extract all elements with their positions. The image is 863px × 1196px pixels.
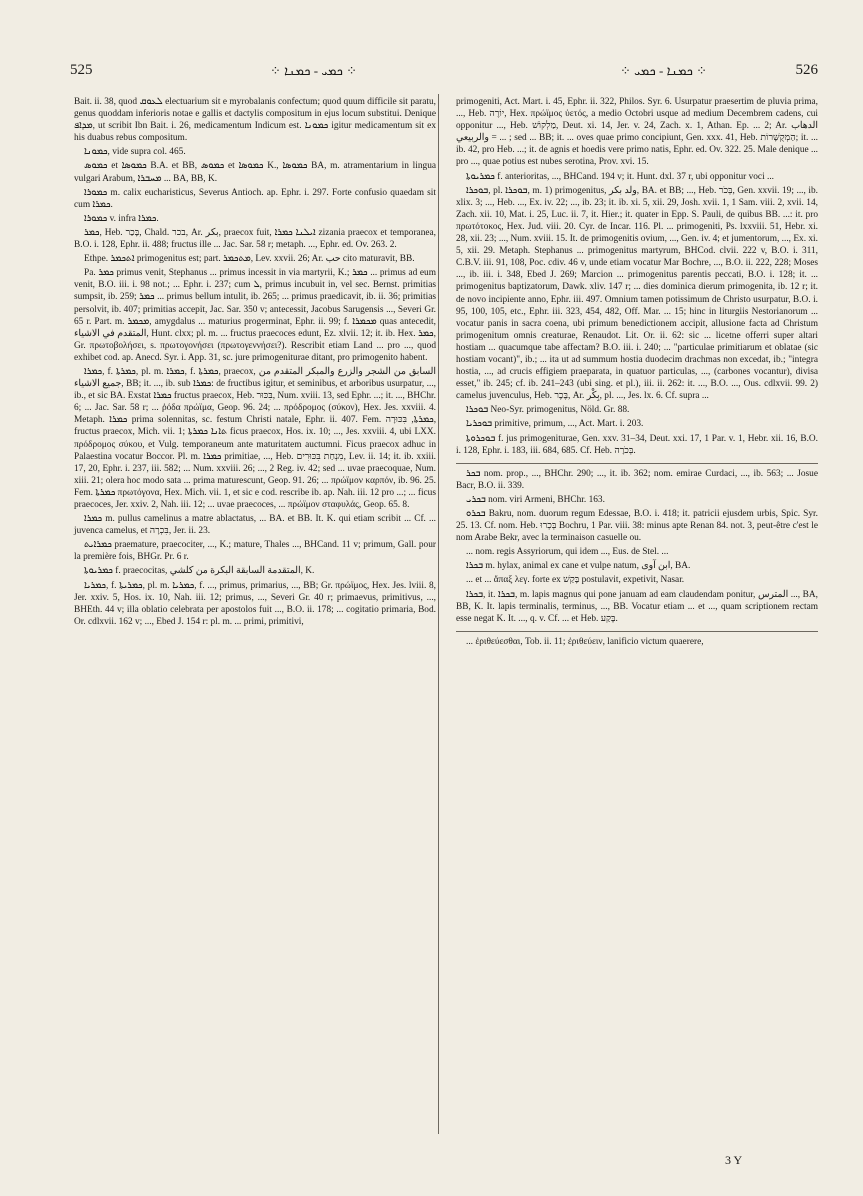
column-divider [438,94,439,1134]
entry: ... nom. regis Assyriorum, qui idem ..., Eus. de Stel. ... [466,547,669,558]
right-column [456,96,818,650]
entry: ܟܡܪ, Heb. בָּכַר, Chald. בכר, Ar. بكر, praecox fuit, ܐܝܠܢܐ ܟܡܪܐ zizania praecox et temporanea, B.O. i. 128, Ephr. ii. 488; fructus ille ... Jac. Sar. 58 r; metaph. ..., Ephr. ed. Ov. 263. 2. [74,227,437,251]
entry: ܟܡܪܝܘܬܐ f. praecocitas, المتقدمة السابقة البكرة من كلشي, K. [84,566,315,577]
entry: ... et ... ἅπαξ λεγ. forte ex בָּקַשׁ postulavit, expetivit, Nasar. [466,575,685,586]
entry: ܒܘܟܪܝܐ primitive, primum, ..., Act. Mart. i. 203. [466,419,644,430]
entry: ܟܡܪܐ, f. ܟܡܪܬܐ, pl. m. ܟܡܪܐ, f. ܟܡܪܬܐ, praecox, السابق من الشجر والزرع والمبكر المتقدم من جميع الاشياء, BB; it. ..., ib. sub ܟܡܪܐ: de fructibus igitur, et seminibus, et arboribus usurpatur, ..., ib., et sic BA. Exstat ܟܡܪܐ fructus praecox, Heb. בִּכּוּר, Num. xviii. 13, sed Ephr. ...; it. ..., BHChr. 6; ... Jac. Sar. 58 r; ... ῥόδα πρώϊμα, Geop. 96. 24; ... πρόδρομος (σύκον), Hex. Jes. xxviii. 4. Metaph. ܟܡܪܐ prima solennitas, sc. festum Christi natale, Ephr. ii. 407. Fem. ܟܡܪܬܐ, בִּכּוּרָה, fructus praecox, Mich. vii. 1; ܬܐܢܐ ܟܡܪܬܐ ficus praecox, Hos. ix. 10; ..., Jes. xxviii. 4, ubi LXX. πρόδρομος σύκου, et Vulg. temporaneum ante maturitatem auctumni. Ficus praecox adhuc in Palaestina vocatur Boccor. Pl. m. ܟܡܪܐ primitiae, ..., Heb. מִנְחַת בִּכּוּרִים, Lev. ii. 14; it. ib. xxiii. 17, 20, Ephr. i. 237, iii. 582; ... Num. xxviii. 26; ..., 2 Reg. iv. 42; sed ... uvae praecoquae, Num. xiii. 21; olera hoc modo sata ... prima maturescunt, Geop. 91. 26; ... πρώϊμον καρπόν, ib. 96. 25. Fem. ܟܡܪܬܐ πρωτόγονα, Hex. Mich. vii. 1, et sic e cod. rescribe ib. ap. Nah. iii. 12 pro ...; ... ficus praecoces, Jer. xxiv. 2, Nah. iii. 12; ... uvae praecoces, ... πρώϊμον σταφυλάς, Geop. 65. 8. [74,366,437,510]
entry: ܒܘܟܪܘܬܐ f. jus primogeniturae, Gen. xxv. 31–34, Deut. xxi. 17, 1 Par. v. 1, Hebr. xii. 16, B.O. i. 128, Ephr. i. 183, iii. 684, 685. Cf. Heb. בְּכֹרָה. [456,433,818,456]
right-page-number: 526 [795,62,818,78]
entry: ܟܡܪܝܘܬܐ f. anterioritas, ..., BHCand. 194 v; it. Hunt. dxl. 37 r, ubi opponitur voci ... [466,171,775,182]
signature-mark: 3 Y [725,1153,743,1167]
right-running-head: ⁘ ܟܡܢܐ - ܟܡܝ ⁘ [620,63,708,78]
entry: Ethpe. ܐܬܟܡܪ primogenitus est; part. ܡܬܟܡܪ, Lev. xxvii. 26; Ar. حب cito maturavit, BB. [84,254,415,265]
entry: ܟܡܘܢܐ, vide supra col. 465. [84,147,186,158]
entry: primogeniti, Act. Mart. i. 45, Ephr. ii. 322, Philos. Syr. 6. Usurpatur praesertim de pluvia prima, ..., Heb. יוֹרֶה, Hex. πρώϊμος ὑετός, a medio Octobri usque ad medium Decembrem cadens, cui opponitur ..., Heb. מַלְקוֹשׁ, Deut. xi. 14, Jer. v. 24, Zach. x. 1, Athan. Ep. ... 2; Ar. الدهاب والربيعي = ... ; sed ... BB; it. ... oves quae primo concipiunt, Gen. xxx. 41, Heb. הַמְקֻשָּׁרוֹת; it. ... ib. 42, pro Heb. ...; it. de agnis et hoedis vere primo natis, Ephr. ed. Ov. 322. 25. Male denique ... pro ..., quae potius est nubes serotina, Prov. xvi. 15. [456,97,819,168]
entry: ܒܘܟܪܐ Neo-Syr. primogenitus, Nöld. Gr. 88. [466,405,630,416]
page-header [70,62,818,84]
entry: ܟܡܘܣ et ܟܡܘܣܐ B.A. et BB, ܟܡܘܣ et ܟܡܘܣܐ K., ܟܡܘܣܐ BA, m. atramentarium in lingua vulgari Arabum, ܡܚܒܪܐ ... BA, BB, K. [74,161,437,184]
left-page-number: 525 [70,62,93,78]
left-running-head: ⁘ ܟܡܝ - ܟܡܢܐ ⁘ [270,63,358,78]
entry: ܟܡܪܝܐ, f. ܟܡܪܝܬܐ, pl. m. ܟܡܪܝܐ, f. ..., primus, primarius, ..., BB; Gr. πρώϊμος, Hex. Jes. lviii. 8, Jer. xxiv. 5, Hos. ix. 10, Nah. iii. 12; primus, ..., Severi Gr. 40 r; primaevus, primitivus, ..., BHEth. 44 v; illa oblatio celebrata per apostolos fuit ..., B.O. ii. 178; ... cogitatio primaria, Bod. Or. cdlxvii. 162 v; ..., Ebed J. 154 r: pl. m. ... primi, primitivi, [74,580,436,627]
entry: ܒܘܟܪܐ, pl. ܒܘܟܪܐ, m. 1) primogenitus, ولد بكر, BA. et BB; ..., Heb. בְּכֹר, Gen. xxvii. 19; ..., ib. xlix. 3; ..., Heb. ..., Ex. iv. 22; ..., ib. 23; it. ib. xi. 5, xii. 29, Josh. xvii. 1, 1 Sam. viii. 2, xvii. 14, Zach. xii. 10, Mat. i. 25, Luc. ii. 7, it. Hier.; it. quater in Epp. S. Pauli, de quibus BB. ...: it. pro πρωτότοκος, Hex. Jud. viii. 20. Cyr. de Incar. 116. Pl. ... primogeniti, Ps. lxxviii. 51, Hebr. xi. 28, xii. 23; ..., Num. xviii. 15. It. de primogenitis ovium, ..., Gen. iv. 4; et jumentorum, ..., Ex. xi. 5, xii. 29. Metaph. Stephanus ... primogenitus martyrum, BHCod. clvii. 222 v, B.O. i. 311, C.B.V. iii. 91, 108, Poc. cdiv. 46 v, unde etiam vocatur Mar Bochre, ..., B.O. ii. 222, 228; Moses ..., ib. iii. i. 348, Ebed J. 269; Marcion ... primogenitus parentis peccati, B.O. i. 128; it. ... primogenitus baptizatorum, Dawk. xliv. 147 r; ... dies dominica dierum primogenita, ib. 12 r; it. de novo incipiente anno, Ephr. iii. 497. Omnium tamen potissimum de Christo usurpatur, B.O. i. 95, 100, 105, etc., Ephr. iii. 323, 454, 482, Off. Mar. ... 15; hinc in liturgiis Nestorianorum ... vocatur panis in sacra coena, ubi primum benedictionem accipit, allusione facta ad Christum primogenitum omnis creaturae, Renaudot. Lit. Or. ii. 62: sic ... licetne offerri super altari hostiam ... quacumque tabe affectam? B.O. iii. i. 240; ... "particulae primitiarum et oblatae (sic hostiam vocant)", ib.; ... ita ut ad summum hostia duodecim drachmas non excedat, ib.; "integra hostia, ..., ad crucis effigiem praeparata, in quatuor particulas, ..., (carbones vocantur), divisa esset," ib. 245; cf. ib. 241–243 (ubi sing. et pl.), iii. ii. 262: it. ..., B.O. ..., Ous. cdlxvii. 99. 2) camelus juvenculus, Heb. בֶּכֶר, Ar. بِكْر, pl. ..., Jes. lx. 6. Cf. supra ... [456,185,818,402]
entry: ܒܟܪܐ, it. ܒܟܪܐ, m. lapis magnus qui pone januam ad eam claudendam ponitur, المترس ..., BA, BB, K. It. lapis terminalis, terminus, ..., BB. Vocatur etiam ... et ..., quam scriptionem rectam esse negat K. It. ..., q. v. Cf. ... et Heb. בֶּקַע. [456,589,818,624]
entry: ܒܟܪܝ nom. viri Armeni, BHChr. 163. [466,494,605,505]
entry: ܟܡܪܐܝܬ praemature, praecociter, ..., K.; mature, Thales ..., BHCand. 11 v; primum, Gall. pour la première fois, BHGr. Pr. 6 r. [74,540,436,563]
entry: ܟܡܘܪܐ v. infra ܟܡܪܐ. [84,213,159,224]
entry: Bait. ii. 38, quod ܠܥܘܩ electuarium sit e myrobalanis confectum; quod quum difficile sit paratu, genus quoddam inferioris notae e gallis et dactylis compositum in ejus locum substitui. Denique ܡܕܐܦ, ut scribit Ibn Bait. i. 26, medicamentum Indicum est. ܟܡܘܢܐ igitur medicamentum sit ex his duabus rebus compositum. [74,97,436,144]
left-column [74,96,436,630]
entry: ܟܡܘܪܐ m. calix eucharisticus, Severus Antioch. ap. Ephr. i. 297. Forte confusio quaedam sit cum ܟܡܪܐ. [74,187,436,210]
entry: ܒܟܪܘ Bakru, nom. duorum regum Edessae, B.O. i. 418; it. patricii ejusdem urbis, Spic. Syr. 25. 13. Cf. nom. Heb. בְּכְרוּ Bochru, 1 Par. viii. 38: minus apte Renan 84. not. 3, peut-être c'est le nom Arabe Bekr, avec la terminaison casuelle ou. [456,509,818,544]
entry: Pa. ܟܡܪ primus venit, Stephanus ... primus incessit in via martyrii, K.; ܟܡܪ ... primus ad eum venit, B.O. iii. i. 98 not.; ... Ephr. i. 237; cum ܠ, primus incubuit in, vel sec. Bernst. primitias sumpsit, ib. 259; ܟܡܪ ... primus bellum intulit, ib. 265; ... primus praedicavit, ib. ii. 36; primitias persolvit, ib. 407; primitias accepit, Jac. Sar. 350 v; antecessit, Jacobus Sarugensis ..., Severi Gr. 65 r. Part. m. ܡܟܡܪ, amygdalus ... maturius progerminat, Ephr. ii. 99; f. ܡܟܡܪܐ quas antecedit, المتقدم في الاشياء, Hunt. clxx; pl. m. ... fructus praecoces edunt, Ez. xlvii. 12; it. ib. Hex. ܟܡܪ, Gr. πρωτοβολήσει, s. πρωτογονήσει (πρωτογεννήσει?). Rescribit etiam Land ... pro ..., quod exhibet cod. ap. Anecd. Syr. i. App. 31, sc. jure primogeniturae ditant, pro primogenito habent. [74,268,437,363]
entry: ܒܟܪܐ m. hylax, animal ex cane et vulpe natum, ابن آوى, BA. [466,561,691,572]
entry: ܟܡܪܐ m. pullus camelinus a matre ablactatus, ... BA. et BB. It. K. qui etiam scribit ... Cf. ... juvenca camelus, et בִּכְרָה, Jer. ii. 23. [74,514,436,537]
footer-entry: ... ἐριθεύεσθαι, Tob. ii. 11; ἐριθεύειν, lanificio victum quaerere, [456,631,818,648]
entry: ܒܟܪ nom. prop., ..., BHChr. 290; ..., it. ib. 362; nom. emirae Curdaci, ..., ib. 563; ... Josue Bacr, B.O. ii. 339. [456,463,818,492]
